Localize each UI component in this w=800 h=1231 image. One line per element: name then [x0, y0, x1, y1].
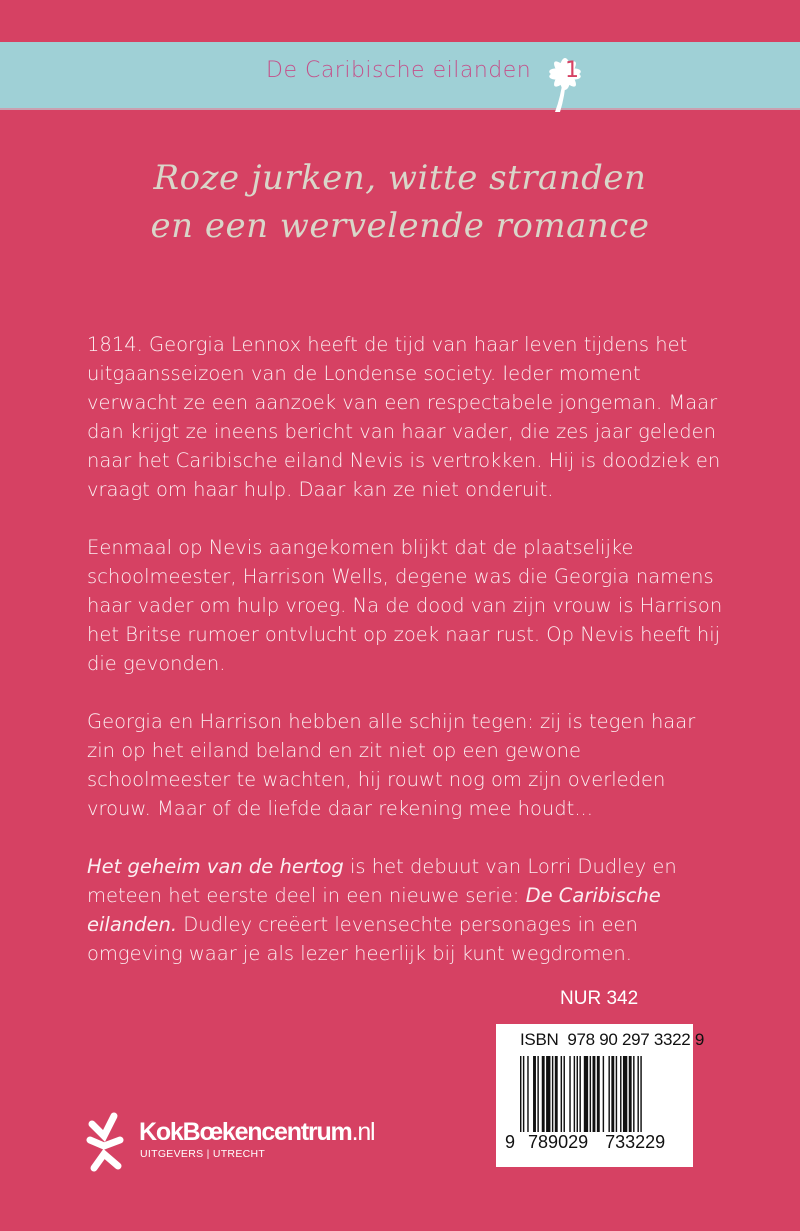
- barcode-bar: [608, 1056, 609, 1134]
- barcode-box: [496, 1024, 705, 1167]
- barcode-bar: [527, 1056, 528, 1134]
- barcode-bar: [561, 1056, 562, 1134]
- barcode-bar: [603, 1056, 604, 1134]
- barcode-bar: [616, 1056, 617, 1134]
- barcode-bar: [629, 1056, 632, 1134]
- barcode-bar: [555, 1056, 558, 1134]
- barcode-bar: [577, 1056, 578, 1134]
- series-title-inline: De Caribische eilanden.: [87, 884, 661, 936]
- barcode-bar: [590, 1056, 591, 1134]
- tagline-line-1: Roze jurken, witte stranden: [153, 158, 647, 198]
- barcode-bar: [620, 1056, 621, 1134]
- blurb: [87, 330, 727, 997]
- blurb-paragraph: Eenmaal op Nevis aangekomen blijkt dat de plaatselijke schoolmeester, Harrison Wells, degene was die Georgia namens haar vader om hulp vroeg. Na de dood van zijn vrouw is Harrison het Britse rumoer ontvlucht op zoek naar rust. Op Nevis heeft hij die gevonden.: [87, 536, 723, 675]
- blurb-text: is het debuut van Lorri Dudley en meteen het eerste deel in een nieuwe serie:: [87, 855, 677, 907]
- blurb-paragraph: Georgia en Harrison hebben alle schijn tegen: zij is tegen haar zin op het eiland beland en zit niet op een gewone schoolmeester te wachten, hij rouwt nog om zijn overleden vrouw. Maar of de liefde daar rekening mee houdt...: [87, 710, 696, 820]
- blurb-paragraph: 1814. Georgia Lennox heeft de tijd van haar leven tijdens het uitgaansseizoen van de Londense society. Ieder moment verwacht ze een aanzoek van een respectabele jongeman. Maar dan krijgt ze ineens bericht van haar vader, die zes jaar geleden naar het Caribische eiland Nevis is vertrokken. Hij is doodziek en vraagt om haar hulp. Daar kan ze niet onderuit.: [87, 333, 721, 501]
- barcode-bar: [623, 1056, 627, 1134]
- barcode-bar: [552, 1056, 553, 1134]
- publisher-name-text: KokBœkencentrum: [139, 1118, 352, 1146]
- publisher-tld: .nl: [351, 1118, 375, 1146]
- ean-right-digits: 733229: [605, 1132, 666, 1152]
- barcode-bar: [564, 1056, 565, 1134]
- blurb-text: Dudley creëert levensechte personages in een omgeving waar je als lezer heerlijk bij kunt wegdromen.: [87, 913, 638, 965]
- book-title: Het geheim van de hertog: [87, 855, 344, 878]
- barcode-bar: [574, 1056, 575, 1134]
- tagline-line-2: en een wervelende romance: [150, 206, 650, 246]
- barcode-bar: [546, 1056, 550, 1134]
- nur-code: NUR 342: [560, 988, 639, 1009]
- publisher-subtitle: UITGEVERS | UTRECHT: [140, 1148, 266, 1160]
- ean-left-digits: 789029: [528, 1132, 589, 1152]
- barcode-bar: [633, 1056, 634, 1134]
- barcode-bar: [533, 1056, 536, 1134]
- volume-number: 1: [565, 58, 579, 83]
- ean-first-digit: 9: [505, 1132, 516, 1152]
- publisher-logo-icon: [84, 1110, 126, 1176]
- series-title: De Caribische eilanden: [266, 58, 532, 83]
- barcode-bar: [593, 1056, 596, 1134]
- barcode-bar: [542, 1056, 545, 1134]
- publisher-name: [139, 1118, 374, 1147]
- barcode-bar: [537, 1056, 538, 1134]
- barcode-bar: [637, 1056, 638, 1134]
- barcode-bar: [597, 1056, 600, 1134]
- barcode-bar: [569, 1056, 570, 1134]
- blurb-paragraph: [87, 852, 727, 968]
- isbn-label: ISBN 978 90 297 3322 9: [520, 1030, 705, 1049]
- ean-digits: [504, 1132, 666, 1153]
- barcode-bar: [611, 1056, 614, 1134]
